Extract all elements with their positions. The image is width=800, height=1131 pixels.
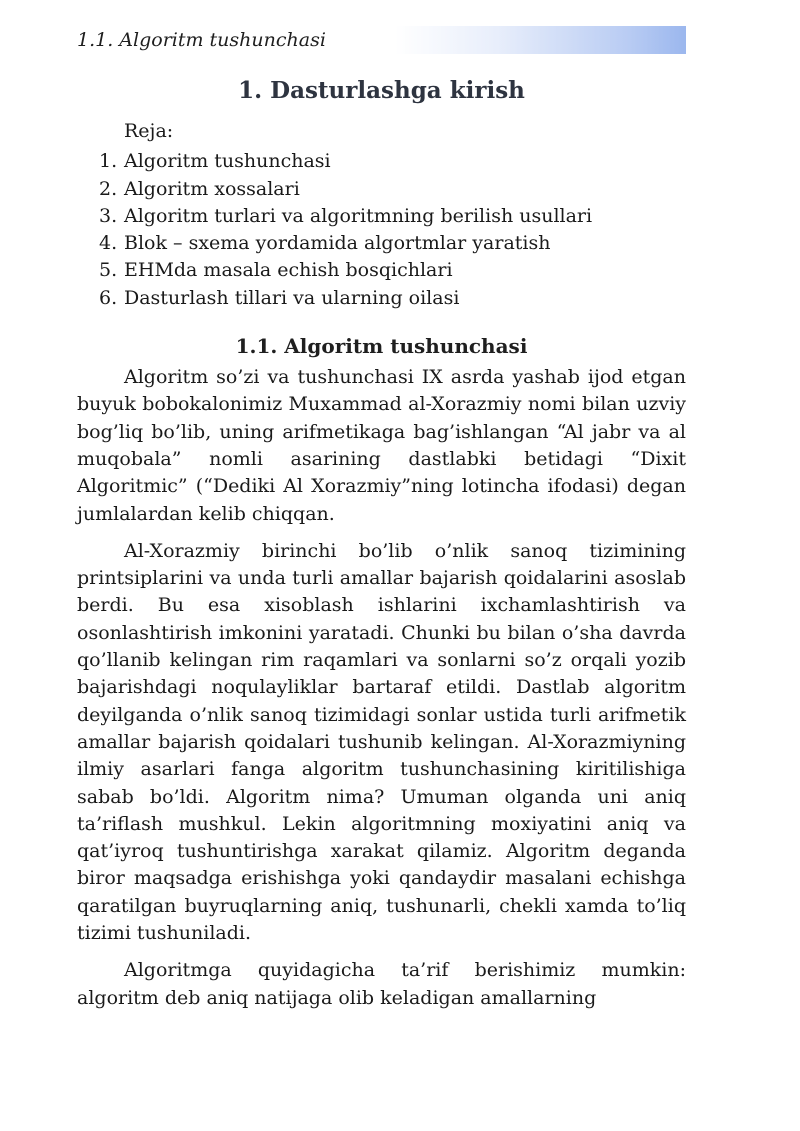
page-content [77,76,686,1022]
plan-item [77,257,686,284]
plan-item-number: 4. [99,232,118,255]
body-paragraph: Al-Xorazmiy birinchi bo’lib o’nlik sanoq tizimining printsiplarini va unda turli amallar bajarish qoidalarini asoslab berdi. Bu esa xisoblash ishlarini ixchamlashtirish va osonlashtirish imkonini yaratadi. Chunki bu bilan o’sha davrda qo’llanib kelingan rim raqamlari va sonlarni so’z orqali yozib bajarishdagi noqulayliklar bartaraf etildi. Dastlab algoritm deyilganda o’nlik sanoq tizimidagi sonlar ustida turli arifmetik amallar bajarish qoidalari tushunib kelingan. Al-Xorazmiyning ilmiy asarlari fanga algoritm tushunchasining kiritilishiga sabab bo’ldi. Algoritm nima? Umuman olganda uni aniq ta’riflash mushkul. Lekin algoritmning moxiyatini aniq va qat’iyroq tushuntirishga xarakat qilamiz. Algoritm deganda biror maqsadga erishishga yoki qandaydir masalani echishga qaratilgan buyruqlarning aniq, tushunarli, chekli xamda to’liq tizimi tushuniladi. [77,539,686,945]
plan-item-number: 6. [99,286,118,309]
plan-item-text: Algoritm turlari va algoritmning berilish usullari [124,204,593,227]
plan-item [77,230,686,257]
header-gradient-bar [395,26,686,54]
plan-item [77,176,686,203]
plan-item-text: Dasturlash tillari va ularning oilasi [124,286,460,309]
body-paragraph: Algoritmga quyidagicha ta’rif berishimiz mumkin: algoritm deb aniq natijaga olib keladigan amallarning [77,959,686,1009]
plan-label: Reja: [124,120,174,142]
plan-list [77,148,686,312]
section-title: 1.1. Algoritm tushunchasi [235,334,528,359]
plan-item-text: Algoritm xossalari [124,177,300,200]
plan-item [77,285,686,312]
plan-item-number: 5. [99,259,118,282]
plan-item [77,203,686,230]
plan-item-number: 3. [99,204,118,227]
chapter-title: 1. Dasturlashga kirish [238,77,525,104]
plan-item [77,148,686,175]
plan-item-text: Blok – sxema yordamida algortmlar yaratish [124,232,551,255]
running-header [0,26,800,56]
plan-item-text: Algoritm tushunchasi [124,150,331,173]
running-header-title: 1.1. Algoritm tushunchasi [77,29,326,51]
plan-item-number: 1. [99,150,118,173]
plan-item-number: 2. [99,177,118,200]
body-paragraph: Algoritm so’zi va tushunchasi IX asrda yashab ijod etgan buyuk bobokalonimiz Muxammad al-Xorazmiy nomi bilan uzviy bog’liq bo’lib, uning arifmetikaga bag’ishlangan “Al jabr va al muqobala” nomli asarining dastlabki betidagi “Dixit Algoritmic” (“Dediki Al Xorazmiy”ning lotincha ifodasi) degan jumlalardan kelib chiqqan. [77,366,686,525]
plan-item-text: EHMda masala echish bosqichlari [124,259,453,282]
